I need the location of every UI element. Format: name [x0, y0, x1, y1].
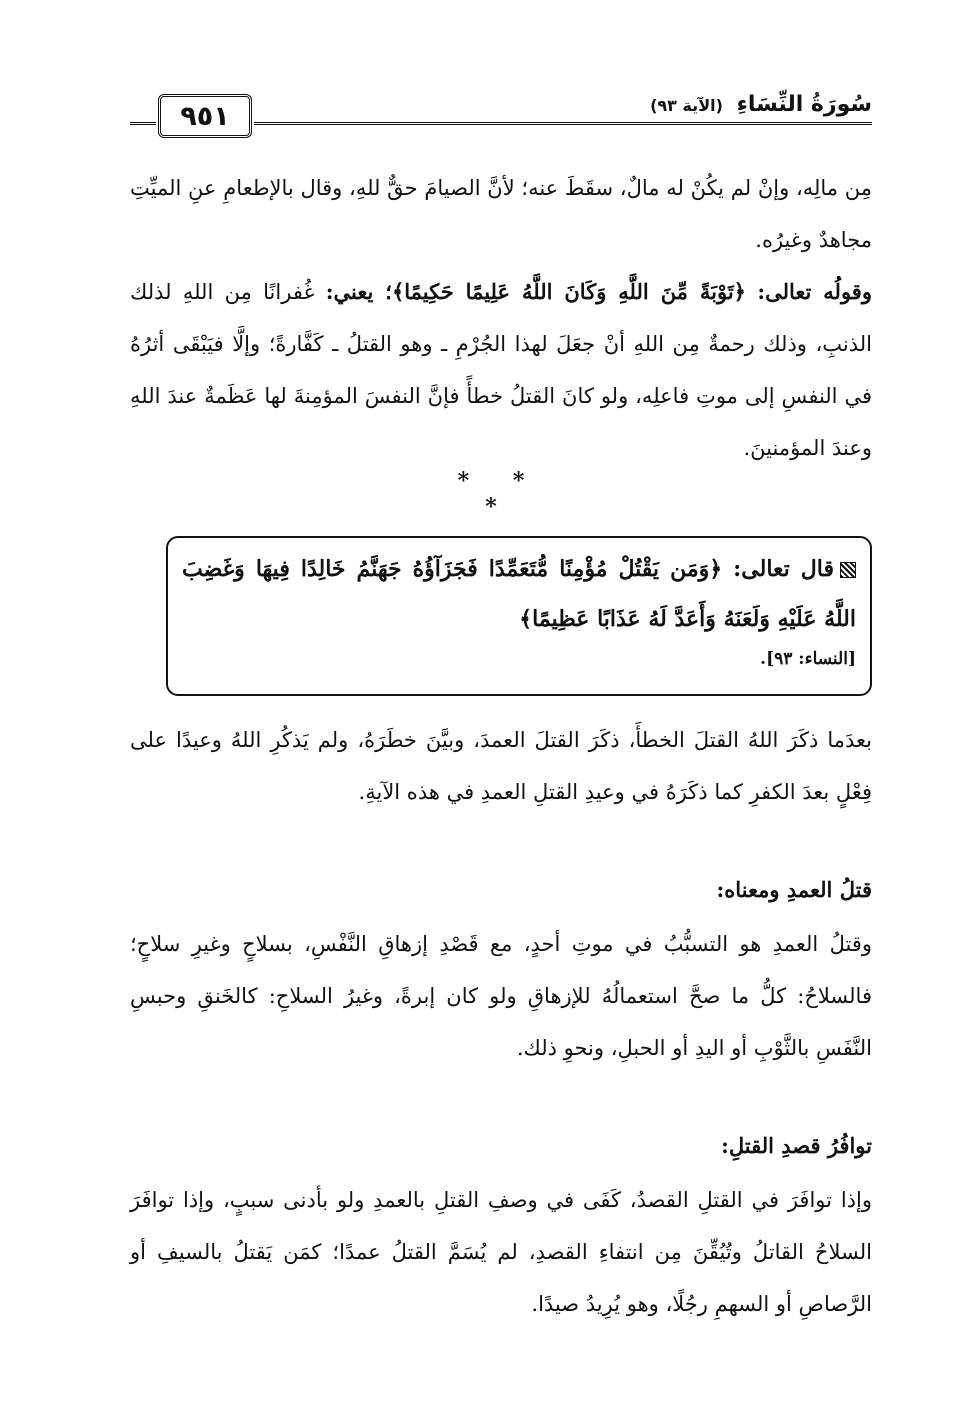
yaani-label: ؛ يعني:	[325, 279, 392, 304]
page-header	[130, 92, 872, 150]
verse-text	[182, 544, 856, 644]
page-number	[158, 94, 252, 138]
surah-title: سُورَةُ النِّسَاءِ	[736, 92, 872, 117]
verse-quote: ﴿وَمَن يَقْتُلْ مُؤْمِنًا مُّتَعَمِّدًا فَجَزَآؤُهُ جَهَنَّمُ خَالِدًا فِيهَا وَغَضِبَ اللَّهُ عَلَيْهِ وَلَعَنَهُ وَأَعَدَّ لَهُ عَذَابًا عَظِيمًا﴾	[182, 556, 856, 632]
paragraph-2	[130, 266, 872, 474]
verse-intro: قال تعالى:	[733, 556, 834, 582]
paragraph-5	[130, 1174, 872, 1330]
paragraph-2-text: غُفرانًا مِن اللهِ لذلك الذنبِ، وذلك رحمةٌ مِن اللهِ أنْ جعَلَ لهذا الجُرْمِ ـ وهو القتلُ ـ كَفَّارةً؛ وإلَّا فيَبْقَى أثرُهُ في النفسِ إلى موتِ فاعلِه، ولو كانَ القتلُ خطأً فإنَّ النفسَ المؤمِنةَ لها عَظَمةٌ عندَ اللهِ وعندَ المؤمنينَ.	[130, 280, 872, 460]
paragraph-1-text: مِن مالِه، وإنْ لم يكُنْ له مالٌ، سقَطَ عنه؛ لأنَّ الصيامَ حقٌّ للهِ، وقال بالإطعامِ عنِ الميِّتِ مجاهدٌ وغيرُه.	[130, 176, 872, 252]
section-heading-2	[130, 1120, 872, 1172]
paragraph-4-text: وقتلُ العمدِ هو التسبُّبُ في موتِ أحدٍ، مع قَصْدِ إزهاقِ النَّفْسِ، بسلاحٍ وغيرِ سلاحٍ؛ فالسلاحُ: كلُّ ما صحَّ استعمالُهُ للإزهاقِ ولو كان إبرةً، وغيرُ السلاحِ: كالخَنقِ وحبسِ النَّفَسِ بالثَّوْبِ أو اليدِ أو الحبلِ، ونحوِ ذلك.	[130, 932, 872, 1060]
running-title	[650, 92, 872, 119]
paragraph-5-text: وإذا توافَرَ في القتلِ القصدُ، كَفَى في وصفِ القتلِ بالعمدِ ولو بأدنى سببٍ، وإذا توافَرَ السلاحُ القاتلُ وتُيُقِّنَ مِن انتفاءِ القصدِ، لم يُسَمَّ القتلُ عمدًا؛ كمَن يَقتلُ بالسيفِ أو الرَّصاصِ أو السهمِ رجُلًا، وهو يُرِيدُ صيدًا.	[130, 1188, 872, 1316]
paragraph-4	[130, 918, 872, 1074]
quote-lead: وقولُه تعالى:	[757, 279, 872, 304]
section-heading-1	[130, 864, 872, 916]
paragraph-3	[130, 714, 872, 818]
page-number-text: ٩٥١	[180, 100, 230, 132]
section-heading-2-text: توافُرُ قصدِ القتلِ:	[721, 1133, 872, 1158]
quran-quote: ﴿تَوْبَةً مِّنَ اللَّهِ وَكَانَ اللَّهُ عَلِيمًا حَكِيمًا﴾	[391, 279, 746, 304]
ornamental-square-icon	[840, 562, 856, 578]
paragraph-1	[130, 162, 872, 266]
section-heading-1-text: قتلُ العمدِ ومعناه:	[716, 877, 872, 902]
section-separator: * * *	[457, 468, 543, 520]
header-rule-left	[130, 122, 156, 125]
paragraph-3-text: بعدَما ذكَرَ اللهُ القتلَ الخطأَ، ذكَرَ القتلَ العمدَ، وبيَّنَ خطَرَهُ، ولم يَذكُرِ اللهُ وعيدًا على فِعْلٍ بعدَ الكفرِ كما ذكَرَهُ في وعيدِ القتلِ العمدِ في هذه الآيةِ.	[130, 728, 872, 804]
header-rule-main	[254, 122, 872, 125]
verse-box	[166, 536, 872, 696]
verse-citation: [النساء: ٩٣].	[760, 649, 856, 669]
verse-reference: (الآية ٩٣)	[650, 96, 723, 115]
